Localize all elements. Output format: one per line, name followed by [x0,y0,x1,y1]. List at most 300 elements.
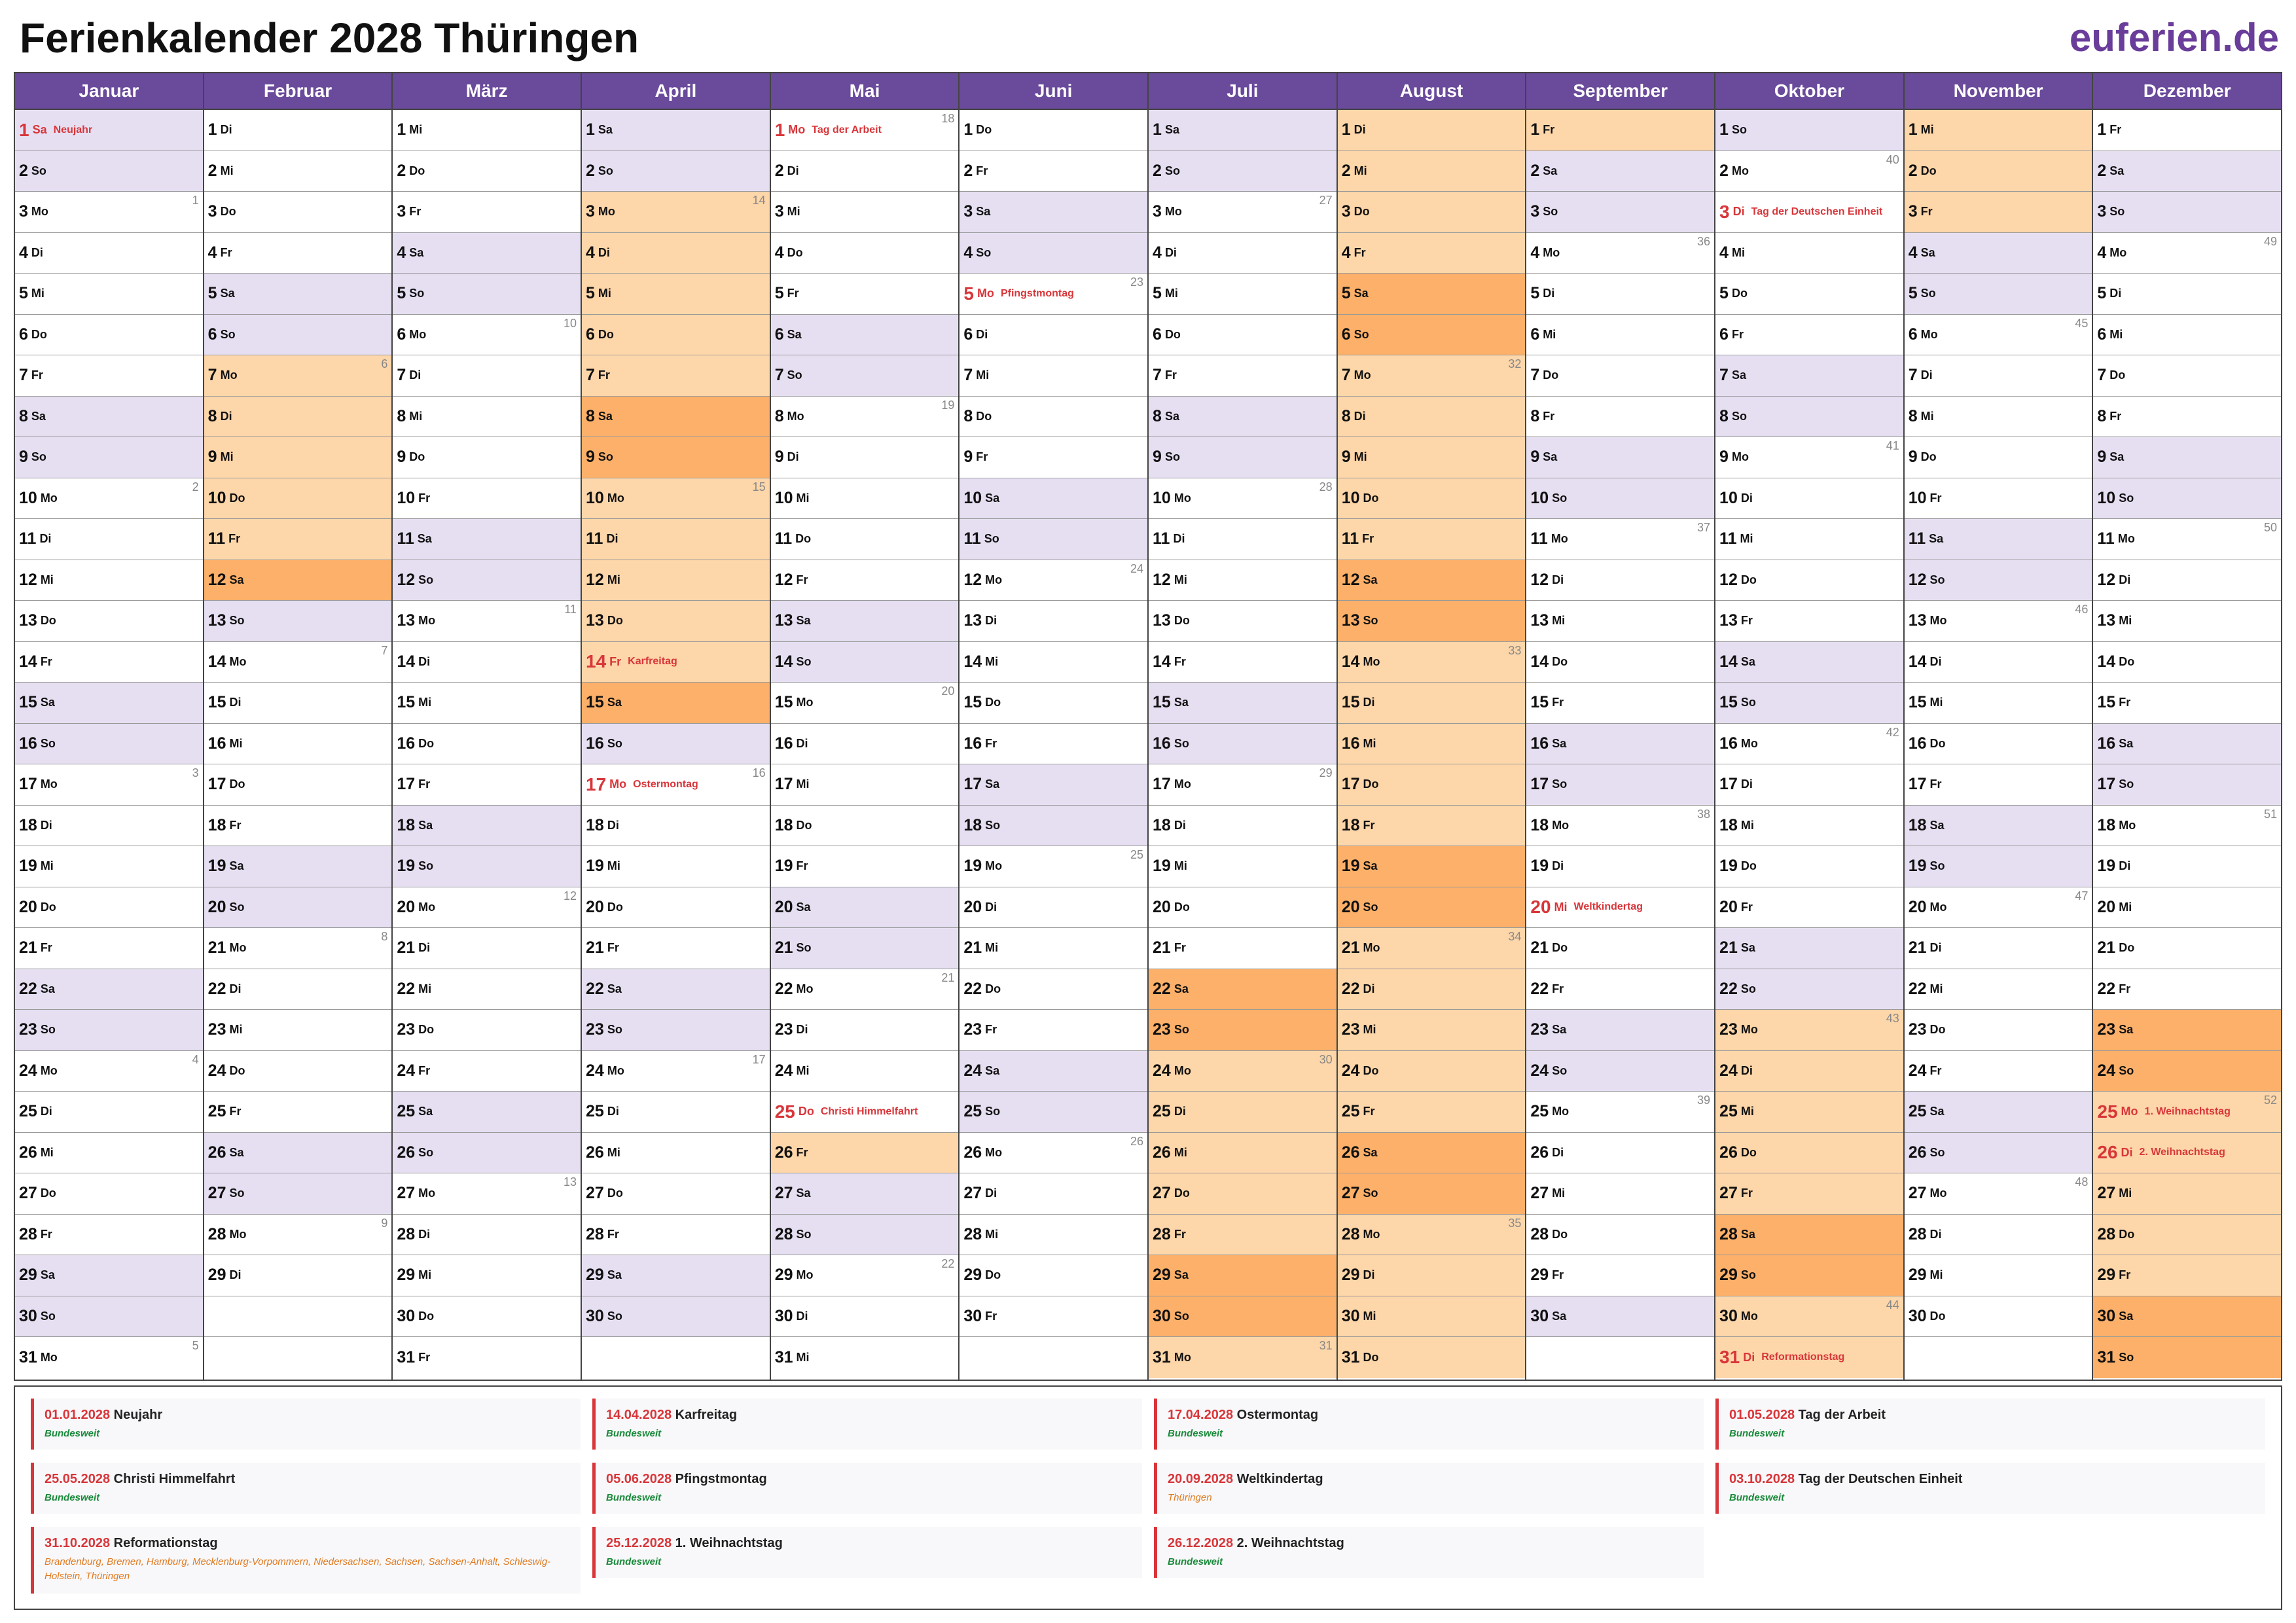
weekday-label: Mo [1929,1186,1947,1200]
weekday-label: So [607,736,622,750]
day-number: 13 [963,611,982,630]
weekday-label: Sa [229,859,244,873]
weekday-label: Sa [40,1268,55,1282]
day-cell [15,1173,203,1215]
day-cell [960,315,1147,356]
month-column [582,73,771,1380]
weekday-label: So [1543,205,1558,219]
day-number: 6 [1908,325,1918,344]
day-cell [15,1092,203,1133]
weekday-label: Di [220,409,232,423]
week-number: 1 [192,194,199,207]
day-cell [15,928,203,969]
legend-date: 01.01.2028 [45,1408,111,1422]
weekday-label: So [1552,491,1568,505]
day-number: 3 [1341,202,1351,221]
weekday-label: Di [1363,982,1375,995]
weekday-label: Do [1363,1350,1379,1364]
weekday-label: So [1174,1023,1189,1037]
day-number: 7 [207,366,217,385]
legend-title [606,1536,1142,1551]
day-cell [393,1133,581,1174]
day-cell [771,683,959,724]
weekday-label: Do [1929,736,1946,750]
day-number: 5 [586,284,595,303]
day-number: 31 [2097,1347,2116,1366]
week-number: 46 [2075,603,2089,616]
weekday-label: Do [40,614,56,628]
day-cell [2093,642,2281,683]
day-cell [1905,764,2092,806]
weekday-label: Mo [1174,491,1191,505]
day-number: 27 [1341,1184,1360,1203]
day-number: 10 [1341,488,1360,507]
month-header: August [1338,73,1526,110]
day-number: 2 [774,161,784,180]
day-cell [393,1296,581,1338]
day-number: 3 [207,202,217,221]
week-number: 15 [752,480,766,493]
day-number: 25 [586,1102,604,1121]
day-cell [393,478,581,520]
day-cell [582,1010,770,1051]
weekday-label: Sa [1354,287,1369,300]
day-cell [1338,846,1526,887]
week-number: 12 [563,889,577,902]
weekday-label: Di [1929,941,1942,955]
weekday-label: Fr [1174,941,1186,955]
week-number: 43 [1886,1012,1899,1025]
empty-day-cell [960,1337,1147,1378]
day-number: 3 [774,202,784,221]
weekday-label: Sa [40,982,55,995]
day-cell [1149,642,1336,683]
day-cell [1905,519,2092,560]
weekday-label: Fr [1929,1063,1942,1077]
weekday-label: Fr [1174,1227,1186,1241]
weekday-label: Mo [220,368,238,382]
weekday-label: Do [229,1063,245,1077]
day-cell [771,110,959,151]
day-number: 11 [774,529,793,548]
day-cell [960,1092,1147,1133]
empty-day-cell [204,1296,392,1338]
weekday-label: Di [1929,1227,1942,1241]
day-cell [771,806,959,847]
weekday-label: So [1740,696,1756,709]
weekday-label: Mi [985,1227,999,1241]
weekday-label: Do [418,736,435,750]
day-number: 1 [207,120,217,139]
day-number: 10 [19,488,37,507]
day-cell [582,519,770,560]
day-number: 1 [586,120,595,139]
day-cell [1905,1215,2092,1256]
day-cell [1715,1051,1903,1092]
day-number: 20 [207,897,226,916]
day-number: 16 [963,734,982,753]
day-number: 30 [1908,1306,1927,1325]
day-number: 23 [397,1020,416,1039]
day-number: 18 [963,815,982,834]
weekday-label: Di [31,245,43,259]
weekday-label: Sa [985,491,1000,505]
day-cell [204,355,392,397]
day-number: 1 [1530,120,1540,139]
day-cell [1149,397,1336,438]
day-number: 1 [1719,120,1729,139]
day-cell [393,887,581,929]
day-cell [582,110,770,151]
holiday-legend [14,1385,2282,1610]
legend-title [1729,1472,2265,1487]
day-cell [1526,969,1714,1010]
day-cell [1905,683,2092,724]
day-cell [15,601,203,642]
day-cell [771,355,959,397]
month-header: September [1526,73,1714,110]
empty-day-cell [582,1337,770,1378]
day-cell [393,642,581,683]
day-cell [2093,233,2281,274]
weekday-label: Fr [1354,245,1366,259]
week-number: 37 [1697,521,1711,534]
weekday-label: Fr [1363,1105,1375,1118]
day-number: 12 [2097,570,2116,589]
day-number: 9 [207,448,217,467]
day-cell [204,1010,392,1051]
day-number: 29 [586,1266,604,1285]
day-cell [582,315,770,356]
day-number: 16 [397,734,416,753]
day-cell [582,397,770,438]
day-number: 15 [1719,693,1738,712]
day-number: 25 [774,1101,795,1122]
weekday-label: Mo [229,654,247,668]
day-cell [15,683,203,724]
day-number: 30 [2097,1306,2116,1325]
day-cell [1149,806,1336,847]
day-cell [582,642,770,683]
day-number: 18 [19,815,37,834]
weekday-label: Do [2109,368,2126,382]
day-number: 28 [1341,1224,1360,1243]
day-number: 19 [1530,857,1549,876]
weekday-label: Fr [1929,491,1942,505]
weekday-label: Di [1552,859,1564,873]
day-cell [960,1255,1147,1296]
weekday-label: Fr [2109,409,2122,423]
week-number: 39 [1697,1094,1711,1107]
day-cell [1149,233,1336,274]
day-cell [1338,1173,1526,1215]
weekday-label: Sa [607,696,622,709]
month-column [1338,73,1527,1380]
month-column [393,73,582,1380]
day-cell [2093,969,2281,1010]
weekday-label: Di [2109,287,2122,300]
day-cell [771,315,959,356]
day-cell [2093,437,2281,478]
day-number: 23 [963,1020,982,1039]
day-number: 22 [1153,979,1171,998]
day-number: 26 [2097,1142,2118,1163]
day-number: 4 [1530,243,1540,262]
day-number: 14 [397,652,416,671]
weekday-label: Mi [985,941,999,955]
weekday-label: Mi [1363,1309,1376,1323]
day-cell [204,928,392,969]
day-cell [771,969,959,1010]
weekday-label: Mi [2119,900,2132,914]
day-cell [204,1051,392,1092]
day-cell [393,1092,581,1133]
day-number: 11 [397,529,414,548]
day-cell [15,1337,203,1378]
month-header: Oktober [1715,73,1903,110]
weekday-label: Di [985,1186,997,1200]
day-number: 17 [774,775,793,794]
day-cell [204,519,392,560]
day-cell [960,846,1147,887]
day-number: 25 [207,1102,226,1121]
weekday-label: So [1363,900,1378,914]
day-number: 2 [1341,161,1351,180]
week-number: 31 [1319,1339,1333,1352]
weekday-label: Mo [1363,1227,1380,1241]
weekday-label: So [40,1023,56,1037]
weekday-label: Mo [2109,245,2127,259]
weekday-label: Do [409,164,425,177]
calendar-grid [14,72,2282,1381]
weekday-label: Mo [985,573,1003,586]
day-cell [2093,519,2281,560]
weekday-label: So [1552,777,1568,791]
day-cell [393,1051,581,1092]
day-cell [1338,887,1526,929]
day-cell [393,1215,581,1256]
weekday-label: Di [598,245,610,259]
weekday-label: Mi [1354,164,1367,177]
weekday-label: Fr [985,736,997,750]
weekday-label: Sa [2119,736,2134,750]
weekday-label: Fr [1740,614,1753,628]
day-cell [15,1010,203,1051]
day-cell [1149,724,1336,765]
day-cell [1715,233,1903,274]
day-cell [1526,1010,1714,1051]
day-number: 31 [774,1347,793,1366]
day-number: 2 [19,161,28,180]
legend-title [1168,1472,1704,1487]
day-cell [1715,1092,1903,1133]
day-number: 18 [586,815,604,834]
day-cell [771,1215,959,1256]
weekday-label: Di [796,1023,808,1037]
month-column [2093,73,2281,1380]
weekday-label: Do [418,1309,435,1323]
day-number: 30 [1341,1306,1360,1325]
day-cell [1905,1010,2092,1051]
day-cell [1149,1255,1336,1296]
day-number: 8 [207,406,217,425]
day-cell [1149,110,1336,151]
weekday-label: Do [607,614,623,628]
day-number: 22 [1719,979,1738,998]
day-cell [15,478,203,520]
weekday-label: Di [418,654,431,668]
day-number: 8 [1530,406,1540,425]
weekday-label: Di [1363,696,1375,709]
weekday-label: Mo [1929,900,1947,914]
brand-logo[interactable]: euferien.de [2069,16,2279,60]
weekday-label: Mi [985,654,999,668]
weekday-label: Do [409,450,425,464]
weekday-label: So [229,900,245,914]
day-number: 16 [1341,734,1360,753]
day-number: 27 [207,1184,226,1203]
day-number: 23 [1530,1020,1549,1039]
day-number: 23 [19,1020,37,1039]
day-cell [1526,1255,1714,1296]
day-number: 2 [1719,161,1729,180]
weekday-label: Do [796,818,812,832]
day-number: 13 [774,611,793,630]
day-cell [771,192,959,233]
weekday-label: Mo [796,696,814,709]
day-number: 20 [1153,897,1171,916]
weekday-label: So [1552,1063,1568,1077]
weekday-label: Sa [32,123,47,137]
day-number: 4 [397,243,406,262]
weekday-label: Fr [976,450,988,464]
day-cell [204,478,392,520]
day-number: 30 [1530,1306,1549,1325]
weekday-label: Mi [1731,245,1745,259]
weekday-label: Fr [1929,777,1942,791]
day-number: 20 [19,897,37,916]
day-number: 1 [1341,120,1351,139]
day-number: 11 [586,529,603,548]
day-cell [1715,724,1903,765]
day-cell [1526,560,1714,601]
week-number: 34 [1508,930,1522,943]
weekday-label: Mi [220,164,234,177]
weekday-label: So [1363,614,1378,628]
weekday-label: Do [1929,1023,1946,1037]
day-number: 12 [1719,570,1738,589]
week-number: 40 [1886,152,1899,166]
day-cell [204,601,392,642]
day-number: 5 [963,283,974,304]
day-number: 8 [1719,406,1729,425]
weekday-label: Sa [1929,1105,1945,1118]
day-number: 1 [2097,120,2107,139]
day-cell [582,437,770,478]
day-cell [960,519,1147,560]
day-cell [2093,683,2281,724]
day-cell [1715,1296,1903,1338]
day-cell [2093,601,2281,642]
day-number: 4 [207,243,217,262]
day-cell [204,560,392,601]
day-cell [1905,437,2092,478]
weekday-label: Fr [418,491,431,505]
day-number: 25 [397,1102,416,1121]
day-number: 27 [586,1184,604,1203]
day-number: 11 [963,529,981,548]
weekday-label: Fr [1174,654,1186,668]
day-cell [1338,928,1526,969]
week-number: 3 [192,766,199,779]
weekday-label: Sa [1929,818,1945,832]
day-number: 16 [19,734,37,753]
day-cell [1715,397,1903,438]
day-cell [15,887,203,929]
day-cell [582,601,770,642]
day-cell [1905,887,2092,929]
day-cell [2093,928,2281,969]
day-number: 2 [963,161,973,180]
day-cell [1338,315,1526,356]
day-cell [771,887,959,929]
day-number: 29 [1153,1266,1171,1285]
day-cell [582,560,770,601]
month-header: Mai [771,73,959,110]
day-cell [1338,192,1526,233]
day-cell [1149,519,1336,560]
day-cell [393,969,581,1010]
weekday-label: So [1174,1309,1189,1323]
day-cell [2093,1092,2281,1133]
day-cell [1905,233,2092,274]
day-cell [1338,233,1526,274]
day-number: 18 [397,815,416,834]
weekday-label: Di [787,450,799,464]
weekday-label: Mo [985,859,1003,873]
day-number: 31 [397,1347,416,1366]
weekday-label: Di [2119,859,2131,873]
weekday-label: Mi [976,368,990,382]
weekday-label: Fr [40,941,52,955]
weekday-label: Fr [1552,1268,1564,1282]
weekday-label: Fr [985,1309,997,1323]
weekday-label: Di [40,818,52,832]
week-number: 48 [2075,1175,2089,1188]
day-number: 7 [1908,366,1918,385]
day-number: 17 [1908,775,1927,794]
day-number: 8 [1153,406,1162,425]
weekday-label: Mi [31,287,45,300]
day-cell [1149,437,1336,478]
day-cell [1526,928,1714,969]
weekday-label: Fr [418,777,431,791]
day-number: 14 [19,652,37,671]
week-number: 14 [752,194,766,207]
day-number: 8 [1908,406,1918,425]
day-cell [582,1255,770,1296]
day-number: 12 [586,570,604,589]
day-number: 18 [774,815,793,834]
day-cell [1338,1296,1526,1338]
day-number: 26 [1908,1143,1927,1162]
weekday-label: Mo [409,327,427,341]
day-number: 1 [774,119,785,140]
day-number: 3 [1908,202,1918,221]
day-number: 7 [1341,366,1351,385]
day-cell [1149,560,1336,601]
holiday-name: 2. Weihnachtstag [2139,1147,2225,1158]
